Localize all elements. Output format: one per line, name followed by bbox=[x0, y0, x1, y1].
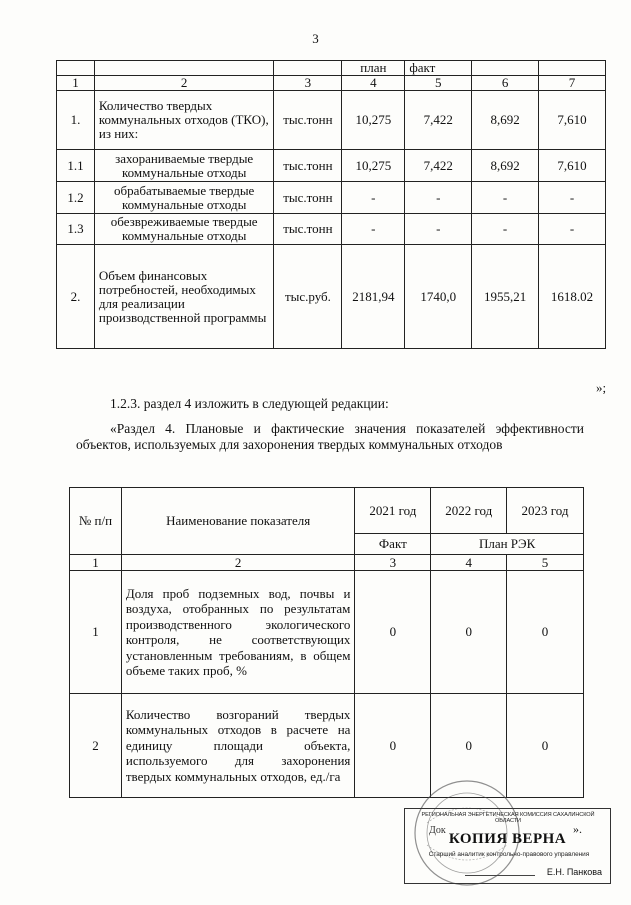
row-value: - bbox=[472, 182, 539, 214]
table-row bbox=[57, 182, 606, 214]
row-value: 7,422 bbox=[405, 150, 472, 182]
row-number: 1.3 bbox=[57, 214, 95, 245]
row-value: 0 bbox=[507, 571, 584, 694]
table-row bbox=[57, 214, 606, 245]
row-value: - bbox=[472, 214, 539, 245]
row-number: 1.2 bbox=[57, 182, 95, 214]
row-unit: тыс.тонн bbox=[274, 150, 342, 182]
row-unit: тыс.тонн bbox=[274, 214, 342, 245]
header-year: 2021 год bbox=[355, 488, 431, 534]
row-name: захораниваемые твердые коммунальные отходы bbox=[94, 150, 274, 182]
page-number: 3 bbox=[312, 31, 319, 46]
row-number: 1.1 bbox=[57, 150, 95, 182]
col-number: 5 bbox=[507, 555, 584, 571]
row-name: Объем финансовых потребностей, необходимых для реализации производственной программы bbox=[94, 245, 274, 349]
row-value: 0 bbox=[431, 571, 507, 694]
row-value: 7,422 bbox=[405, 91, 472, 150]
stamp-signer: Е.Н. Панкова bbox=[546, 867, 602, 877]
col-number: 1 bbox=[57, 76, 95, 91]
signature-line bbox=[465, 875, 535, 876]
row-value: 0 bbox=[431, 694, 507, 798]
header-num: № п/п bbox=[70, 488, 122, 555]
row-name: Доля проб подземных вод, почвы и воздуха, отобранных по результатам производственного экологического контроля, не соответствующих установленным требованиям, в общем объеме таких проб, % bbox=[121, 571, 355, 694]
row-value: 8,692 bbox=[472, 91, 539, 150]
row-number: 1 bbox=[70, 571, 122, 694]
row-value: - bbox=[405, 214, 472, 245]
table1-column-numbers bbox=[57, 76, 606, 91]
copy-certified-stamp bbox=[404, 808, 611, 884]
header-plan: План РЭК bbox=[431, 534, 584, 555]
row-value: - bbox=[539, 182, 606, 214]
row-value: - bbox=[342, 182, 405, 214]
stamp-position: Старший аналитик контрольно-правового управления bbox=[428, 851, 590, 858]
row-name: Количество возгораний твердых коммунальных отходов в расчете на единицу площади объекта, используемого для захоронения твердых коммунальных отходов, ед./га bbox=[121, 694, 355, 798]
stamp-quote: ». bbox=[573, 822, 582, 836]
row-value: 2181,94 bbox=[342, 245, 405, 349]
table-row bbox=[57, 150, 606, 182]
row-value: 0 bbox=[507, 694, 584, 798]
row-value: - bbox=[342, 214, 405, 245]
row-unit: тыс.руб. bbox=[274, 245, 342, 349]
table1-plan-fact-row bbox=[57, 61, 606, 76]
col-number: 2 bbox=[94, 76, 274, 91]
row-value: - bbox=[405, 182, 472, 214]
row-value: - bbox=[539, 214, 606, 245]
row-value: 1740,0 bbox=[405, 245, 472, 349]
row-value: 1618.02 bbox=[539, 245, 606, 349]
row-value: 7,610 bbox=[539, 91, 606, 150]
row-value: 0 bbox=[355, 571, 431, 694]
col-number: 3 bbox=[274, 76, 342, 91]
amendment-item: 1.2.3. раздел 4 изложить в следующей редакции: bbox=[110, 396, 389, 411]
col-number: 5 bbox=[405, 76, 472, 91]
row-unit: тыс.тонн bbox=[274, 182, 342, 214]
row-number: 2. bbox=[57, 245, 95, 349]
row-value: 0 bbox=[355, 694, 431, 798]
col-number: 4 bbox=[342, 76, 405, 91]
fact-label: факт bbox=[405, 61, 472, 76]
row-unit: тыс.тонн bbox=[274, 91, 342, 150]
row-value: 1955,21 bbox=[472, 245, 539, 349]
row-value: 7,610 bbox=[539, 150, 606, 182]
header-fact: Факт bbox=[355, 534, 431, 555]
col-number: 6 bbox=[472, 76, 539, 91]
row-name: Количество твердых коммунальных отходов (ТКО), из них: bbox=[94, 91, 274, 150]
row-value: 10,275 bbox=[342, 91, 405, 150]
row-name: обезвреживаемые твердые коммунальные отходы bbox=[94, 214, 274, 245]
table-row bbox=[70, 571, 584, 694]
table2-header-row bbox=[70, 488, 584, 534]
col-number: 1 bbox=[70, 555, 122, 571]
stamp-organization: РЕГИОНАЛЬНАЯ ЭНЕРГЕТИЧЕСКАЯ КОМИССИЯ САХАЛИНСКОЙ ОБЛАСТИ bbox=[421, 812, 595, 824]
col-number: 2 bbox=[121, 555, 355, 571]
table-row bbox=[70, 694, 584, 798]
efficiency-indicators-table bbox=[69, 487, 584, 798]
stamp-doc-label: Док bbox=[429, 825, 446, 836]
table-row bbox=[57, 245, 606, 349]
header-year: 2022 год bbox=[431, 488, 507, 534]
section-title bbox=[76, 421, 584, 453]
table-row bbox=[57, 91, 606, 150]
table2-column-numbers bbox=[70, 555, 584, 571]
row-value: 8,692 bbox=[472, 150, 539, 182]
closing-quote: »; bbox=[596, 380, 607, 395]
col-number: 3 bbox=[355, 555, 431, 571]
col-number: 4 bbox=[431, 555, 507, 571]
header-year: 2023 год bbox=[507, 488, 584, 534]
plan-label: план bbox=[342, 61, 405, 76]
stamp-title: КОПИЯ ВЕРНА bbox=[448, 831, 567, 847]
col-number: 7 bbox=[539, 76, 606, 91]
row-value: 10,275 bbox=[342, 150, 405, 182]
row-name: обрабатываемые твердые коммунальные отходы bbox=[94, 182, 274, 214]
row-number: 2 bbox=[70, 694, 122, 798]
row-number: 1. bbox=[57, 91, 95, 150]
section-title-text: «Раздел 4. Плановые и фактические значения показателей эффективности объектов, используемых для захоронения твердых коммунальных отходов bbox=[76, 421, 584, 452]
header-name: Наименование показателя bbox=[121, 488, 355, 555]
production-program-table bbox=[56, 60, 606, 349]
